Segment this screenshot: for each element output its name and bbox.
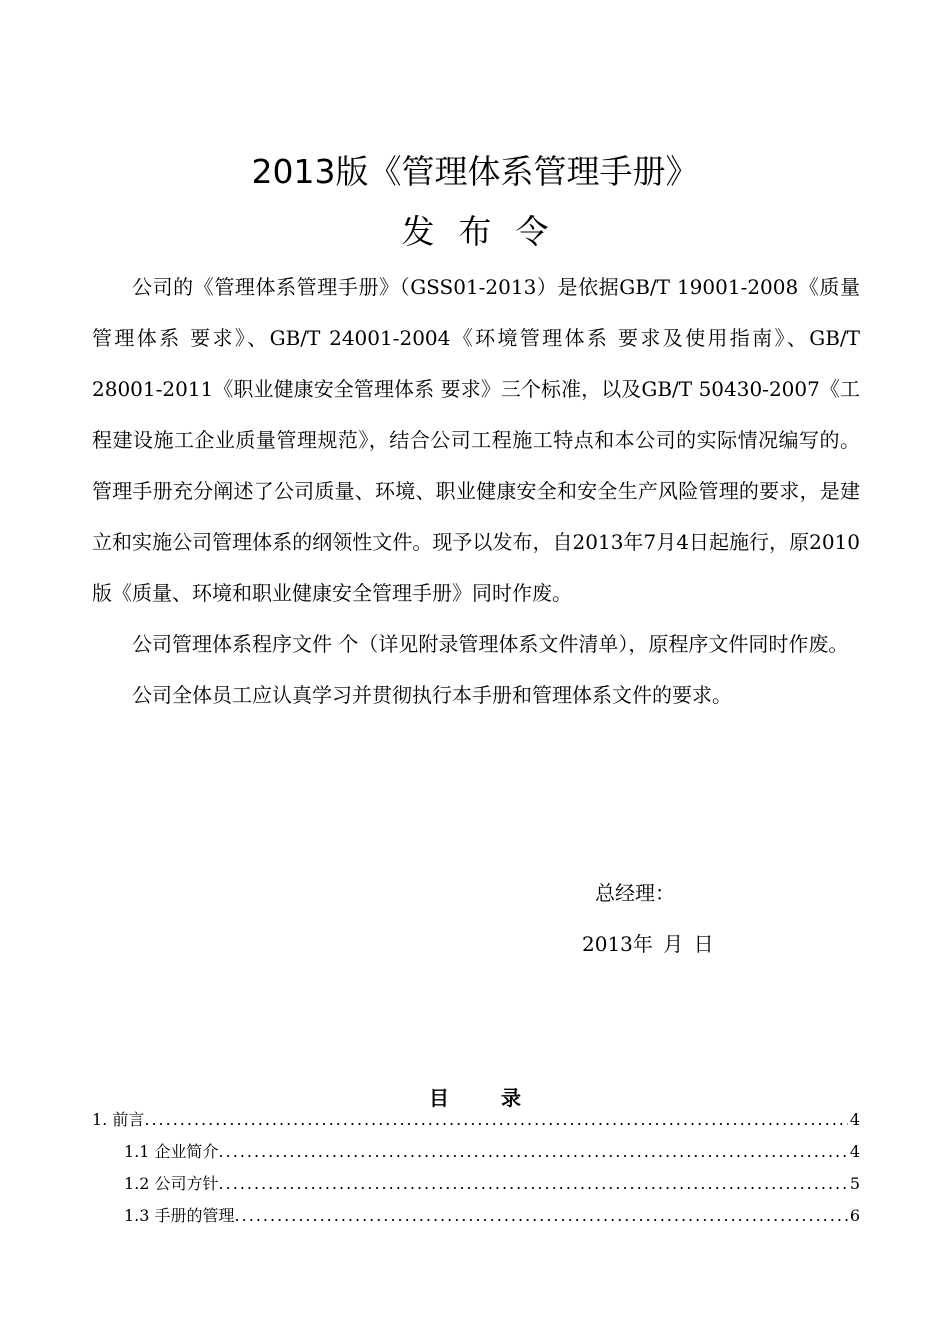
toc-entry-label: 1.2 公司方针	[124, 1174, 219, 1193]
toc-entry[interactable]	[92, 1202, 860, 1234]
toc-leader-dots	[219, 1138, 848, 1166]
body-paragraph: 公司全体员工应认真学习并贯彻执行本手册和管理体系文件的要求。	[132, 683, 732, 707]
toc-entry-page: 6	[849, 1206, 860, 1225]
document-body	[92, 262, 860, 721]
toc-entry-page: 4	[849, 1142, 860, 1161]
toc-title: 目录	[429, 1086, 573, 1110]
toc-leader-dots	[219, 1170, 848, 1198]
toc-entry[interactable]	[92, 1106, 860, 1138]
toc-entry-page: 5	[849, 1174, 860, 1193]
toc-leader-dots	[144, 1106, 847, 1134]
toc-leader-dots	[235, 1202, 848, 1230]
body-paragraph: 公司管理体系程序文件 个（详见附录管理体系文件清单），原程序文件同时作废。	[132, 632, 849, 656]
signature-date: 2013年 月 日	[582, 932, 714, 956]
signature-role: 总经理：	[595, 881, 675, 905]
toc-entry-label: 1.1 企业简介	[124, 1142, 219, 1161]
toc-entry-page: 4	[849, 1110, 860, 1129]
toc-entry[interactable]	[92, 1138, 860, 1170]
table-of-contents	[92, 1106, 860, 1234]
document-title: 2013版《管理体系管理手册》	[251, 152, 699, 191]
toc-entry[interactable]	[92, 1170, 860, 1202]
toc-entry-label: 1. 前言	[92, 1110, 145, 1129]
toc-entry-label: 1.3 手册的管理	[124, 1206, 235, 1225]
document-subtitle: 发布令	[401, 212, 573, 251]
body-paragraph: 公司的《管理体系管理手册》（GSS01-2013）是依据GB/T 19001-2008《质量管理体系 要求》、GB/T 24001-2004《环境管理体系 要求及使用指南》、GB/T 28001-2011《职业健康安全管理体系 要求》三个标准，以及GB/T 50430-2007《工程建设施工企业质量管理规范》，结合公司工程施工特点和本公司的实际情况编写的。管理手册充分阐述了公司质量、环境、职业健康安全和安全生产风险管理的要求，是建立和实施公司管理体系的纲领性文件。现予以发布，自2013年7月4日起施行，原2010版《质量、环境和职业健康安全管理手册》同时作废。	[92, 275, 860, 605]
